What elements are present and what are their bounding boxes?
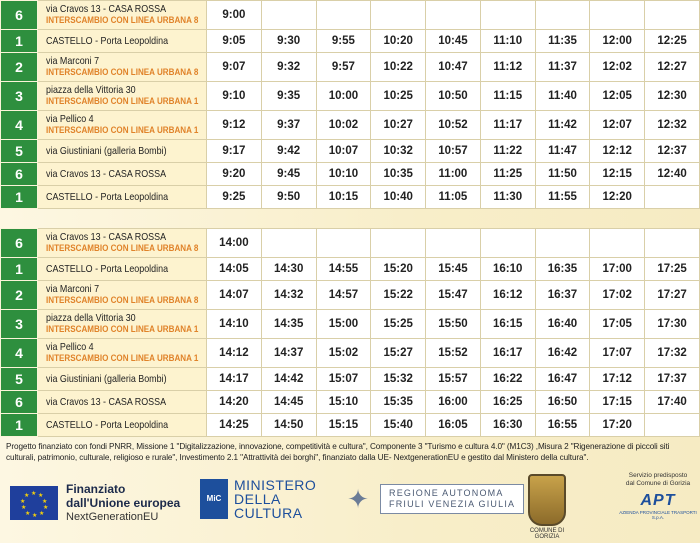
departure-time: 11:37 (535, 53, 590, 82)
timetable-row (1, 391, 700, 414)
afternoon-timetable (0, 228, 700, 437)
apt-subtitle: AZIENDA PROVINCIALE TRASPORTI S.p.A. (619, 510, 697, 520)
interchange-note: INTERSCAMBIO CON LINEA URBANA 8 (46, 243, 199, 254)
stop-number: 1 (1, 258, 38, 281)
departure-time (261, 229, 316, 258)
departure-time: 17:32 (645, 339, 700, 368)
mic-line-3: CULTURA (234, 505, 303, 521)
departure-time: 16:35 (535, 258, 590, 281)
departure-time: 14:35 (261, 310, 316, 339)
departure-time: 11:47 (535, 140, 590, 163)
stop-cell (38, 111, 207, 140)
ministry-logo (200, 478, 316, 520)
departure-time: 12:05 (590, 82, 645, 111)
departure-time: 17:00 (590, 258, 645, 281)
departure-time: 14:50 (261, 414, 316, 437)
fvg-line-2: FRIULI VENEZIA GIULIA (389, 499, 516, 509)
departure-time: 9:57 (316, 53, 371, 82)
departure-time: 14:10 (207, 310, 262, 339)
departure-time (645, 229, 700, 258)
stop-number: 2 (1, 53, 38, 82)
departure-time: 15:27 (371, 339, 426, 368)
departure-time: 12:00 (590, 30, 645, 53)
departure-time: 14:45 (261, 391, 316, 414)
departure-time: 12:32 (645, 111, 700, 140)
departure-time: 17:37 (645, 368, 700, 391)
stop-number: 6 (1, 163, 38, 186)
departure-time: 17:25 (645, 258, 700, 281)
departure-time: 15:45 (426, 258, 481, 281)
stop-cell (38, 30, 207, 53)
departure-time: 12:07 (590, 111, 645, 140)
departure-time: 10:50 (426, 82, 481, 111)
timetable-row (1, 310, 700, 339)
stop-number: 2 (1, 281, 38, 310)
stop-cell (38, 82, 207, 111)
apt-wordmark: APT (640, 492, 676, 509)
stop-cell (38, 53, 207, 82)
departure-time: 17:30 (645, 310, 700, 339)
interchange-note: INTERSCAMBIO CON LINEA URBANA 8 (46, 295, 199, 306)
timetable-row (1, 258, 700, 281)
departure-time: 17:07 (590, 339, 645, 368)
timetable-row (1, 140, 700, 163)
departure-time (590, 1, 645, 30)
departure-time (535, 1, 590, 30)
departure-time: 9:05 (207, 30, 262, 53)
stop-number: 1 (1, 414, 38, 437)
departure-time: 10:10 (316, 163, 371, 186)
departure-time: 11:42 (535, 111, 590, 140)
departure-time: 12:02 (590, 53, 645, 82)
timetable-row (1, 281, 700, 310)
departure-time: 9:20 (207, 163, 262, 186)
departure-time: 12:15 (590, 163, 645, 186)
departure-time: 11:30 (480, 186, 535, 209)
departure-time: 14:12 (207, 339, 262, 368)
departure-time: 15:47 (426, 281, 481, 310)
departure-time: 14:57 (316, 281, 371, 310)
departure-time: 9:00 (207, 1, 262, 30)
stop-name: via Cravos 13 - CASA ROSSA (46, 396, 167, 408)
departure-time: 14:42 (261, 368, 316, 391)
departure-time: 15:20 (371, 258, 426, 281)
departure-time: 17:12 (590, 368, 645, 391)
departure-time: 9:07 (207, 53, 262, 82)
departure-time: 11:17 (480, 111, 535, 140)
departure-time: 17:40 (645, 391, 700, 414)
departure-time: 16:47 (535, 368, 590, 391)
departure-time: 12:30 (645, 82, 700, 111)
departure-time: 15:22 (371, 281, 426, 310)
departure-time: 16:12 (480, 281, 535, 310)
stop-name: via Marconi 7 (46, 283, 100, 295)
departure-time: 10:32 (371, 140, 426, 163)
gorizia-logo (522, 474, 572, 540)
departure-time: 15:00 (316, 310, 371, 339)
interchange-note: INTERSCAMBIO CON LINEA URBANA 8 (46, 15, 199, 26)
departure-time (645, 414, 700, 437)
departure-time: 12:27 (645, 53, 700, 82)
departure-time: 15:15 (316, 414, 371, 437)
stop-number: 1 (1, 30, 38, 53)
eu-logo (10, 482, 180, 524)
stop-number: 5 (1, 368, 38, 391)
stop-number: 1 (1, 186, 38, 209)
departure-time: 14:37 (261, 339, 316, 368)
apt-caption-1: Servizio predisposto (628, 472, 688, 479)
stop-cell (38, 140, 207, 163)
mic-line-1: MINISTERO (234, 477, 317, 493)
departure-time (590, 229, 645, 258)
departure-time: 11:05 (426, 186, 481, 209)
departure-time: 16:17 (480, 339, 535, 368)
departure-time: 17:05 (590, 310, 645, 339)
departure-time: 9:17 (207, 140, 262, 163)
timetable-row (1, 163, 700, 186)
departure-time: 9:30 (261, 30, 316, 53)
fvg-line-1: REGIONE AUTONOMA (389, 488, 504, 498)
departure-time: 10:35 (371, 163, 426, 186)
departure-time: 11:15 (480, 82, 535, 111)
timetable-row (1, 414, 700, 437)
departure-time: 14:25 (207, 414, 262, 437)
departure-time: 9:12 (207, 111, 262, 140)
departure-time: 16:22 (480, 368, 535, 391)
departure-time (371, 229, 426, 258)
departure-time: 15:40 (371, 414, 426, 437)
departure-time: 16:15 (480, 310, 535, 339)
departure-time: 17:27 (645, 281, 700, 310)
stop-cell (38, 163, 207, 186)
departure-time (535, 229, 590, 258)
timetable-row (1, 30, 700, 53)
departure-time: 11:40 (535, 82, 590, 111)
departure-time: 16:30 (480, 414, 535, 437)
departure-time: 12:40 (645, 163, 700, 186)
timetable-row (1, 111, 700, 140)
departure-time: 15:50 (426, 310, 481, 339)
departure-time: 10:02 (316, 111, 371, 140)
stop-cell (38, 339, 207, 368)
apt-logo (618, 472, 698, 520)
departure-time (480, 229, 535, 258)
departure-time: 9:32 (261, 53, 316, 82)
departure-time: 10:27 (371, 111, 426, 140)
departure-time: 14:55 (316, 258, 371, 281)
stop-name: via Cravos 13 - CASA ROSSA (46, 231, 167, 243)
departure-time: 10:22 (371, 53, 426, 82)
departure-time: 16:50 (535, 391, 590, 414)
stop-cell (38, 1, 207, 30)
coat-of-arms-icon (528, 474, 566, 526)
departure-time: 14:32 (261, 281, 316, 310)
departure-time: 10:20 (371, 30, 426, 53)
departure-time: 16:25 (480, 391, 535, 414)
eu-flag-icon: ★ ★ ★ ★ ★ ★ ★ ★ ★ ★ (10, 486, 58, 520)
departure-time: 16:37 (535, 281, 590, 310)
stop-cell (38, 281, 207, 310)
stop-cell (38, 310, 207, 339)
stop-name: via Cravos 13 - CASA ROSSA (46, 3, 167, 15)
interchange-note: INTERSCAMBIO CON LINEA URBANA 1 (46, 125, 199, 136)
departure-time: 9:35 (261, 82, 316, 111)
interchange-note: INTERSCAMBIO CON LINEA URBANA 8 (46, 67, 199, 78)
stop-cell (38, 258, 207, 281)
interchange-note: INTERSCAMBIO CON LINEA URBANA 1 (46, 324, 199, 335)
departure-time: 10:45 (426, 30, 481, 53)
departure-time: 10:07 (316, 140, 371, 163)
departure-time: 11:00 (426, 163, 481, 186)
departure-time: 9:37 (261, 111, 316, 140)
departure-time: 16:40 (535, 310, 590, 339)
departure-time (316, 229, 371, 258)
stop-cell (38, 414, 207, 437)
timetable-row (1, 53, 700, 82)
departure-time: 12:20 (590, 186, 645, 209)
departure-time: 16:55 (535, 414, 590, 437)
departure-time: 9:50 (261, 186, 316, 209)
stop-name: via Giustiniani (galleria Bombi) (46, 145, 167, 157)
departure-time: 9:25 (207, 186, 262, 209)
departure-time (426, 229, 481, 258)
region-logo (340, 482, 524, 516)
eu-line-1: Finanziato (66, 482, 126, 496)
stop-cell (38, 368, 207, 391)
stop-name: via Marconi 7 (46, 55, 100, 67)
departure-time: 11:25 (480, 163, 535, 186)
departure-time: 11:35 (535, 30, 590, 53)
stop-number: 6 (1, 391, 38, 414)
interchange-note: INTERSCAMBIO CON LINEA URBANA 1 (46, 96, 199, 107)
eu-line-2: dall'Unione europea (66, 496, 181, 510)
stop-cell (38, 186, 207, 209)
morning-timetable (0, 0, 700, 209)
stop-name: CASTELLO - Porta Leopoldina (46, 419, 169, 431)
stop-name: CASTELLO - Porta Leopoldina (46, 35, 169, 47)
stop-name: via Pellico 4 (46, 113, 94, 125)
departure-time: 11:55 (535, 186, 590, 209)
departure-time: 11:10 (480, 30, 535, 53)
departure-time: 9:10 (207, 82, 262, 111)
stop-number: 3 (1, 310, 38, 339)
stop-number: 3 (1, 82, 38, 111)
departure-time: 15:10 (316, 391, 371, 414)
departure-time: 12:12 (590, 140, 645, 163)
stop-name: piazza della Vittoria 30 (46, 312, 136, 324)
timetable-row (1, 186, 700, 209)
departure-time (645, 1, 700, 30)
stop-number: 6 (1, 229, 38, 258)
departure-time: 14:17 (207, 368, 262, 391)
mic-line-2: DELLA (234, 491, 281, 507)
departure-time: 10:15 (316, 186, 371, 209)
departure-time: 14:30 (261, 258, 316, 281)
departure-time: 15:35 (371, 391, 426, 414)
departure-time (371, 1, 426, 30)
departure-time: 16:05 (426, 414, 481, 437)
departure-time: 14:20 (207, 391, 262, 414)
departure-time: 15:57 (426, 368, 481, 391)
departure-time (480, 1, 535, 30)
departure-time: 17:20 (590, 414, 645, 437)
eu-line-3: NextGenerationEU (66, 511, 159, 523)
stop-number: 4 (1, 339, 38, 368)
stop-cell (38, 391, 207, 414)
departure-time: 10:47 (426, 53, 481, 82)
departure-time: 15:52 (426, 339, 481, 368)
funding-footnote: Progetto finanziato con fondi PNRR, Missione 1 "Digitalizzazione, innovazione, competitività e cultura", Componente 3 "Turismo e cultura 4.0" (M1C3) ,Misura 2 "Rigenerazione di piccoli siti culturali, patrimonio, culturale, religioso e rurale", Investimento 2.1 "Attrattività dei borghi", finanziato dalla UE- NextgenerationEU e gestito dal Ministero della cultura". (6, 442, 670, 462)
timetable-row (1, 1, 700, 30)
departure-time: 15:25 (371, 310, 426, 339)
departure-time: 14:05 (207, 258, 262, 281)
stop-name: via Pellico 4 (46, 341, 94, 353)
stop-number: 5 (1, 140, 38, 163)
timetable-row (1, 368, 700, 391)
departure-time: 15:32 (371, 368, 426, 391)
stop-number: 4 (1, 111, 38, 140)
stop-number: 6 (1, 1, 38, 30)
mic-badge-icon: MiC (200, 479, 228, 519)
departure-time: 17:15 (590, 391, 645, 414)
departure-time: 17:02 (590, 281, 645, 310)
gorizia-caption: COMUNE DI GORIZIA (529, 528, 565, 540)
departure-time: 11:50 (535, 163, 590, 186)
departure-time: 9:42 (261, 140, 316, 163)
departure-time: 16:42 (535, 339, 590, 368)
apt-caption-2: dal Comune di Gorizia (625, 480, 691, 487)
departure-time: 11:22 (480, 140, 535, 163)
departure-time (645, 186, 700, 209)
logo-strip (0, 470, 700, 543)
departure-time: 11:12 (480, 53, 535, 82)
departure-time: 10:40 (371, 186, 426, 209)
departure-time: 12:37 (645, 140, 700, 163)
departure-time: 10:57 (426, 140, 481, 163)
departure-time: 9:55 (316, 30, 371, 53)
timetable-row (1, 339, 700, 368)
interchange-note: INTERSCAMBIO CON LINEA URBANA 1 (46, 353, 199, 364)
departure-time (261, 1, 316, 30)
departure-time: 12:25 (645, 30, 700, 53)
departure-time (316, 1, 371, 30)
departure-time (426, 1, 481, 30)
stop-name: CASTELLO - Porta Leopoldina (46, 191, 169, 203)
departure-time: 15:02 (316, 339, 371, 368)
departure-time: 10:25 (371, 82, 426, 111)
departure-time: 16:00 (426, 391, 481, 414)
stop-cell (38, 229, 207, 258)
stop-name: via Giustiniani (galleria Bombi) (46, 373, 167, 385)
departure-time: 9:45 (261, 163, 316, 186)
departure-time: 15:07 (316, 368, 371, 391)
timetable-row (1, 82, 700, 111)
departure-time: 16:10 (480, 258, 535, 281)
stop-name: CASTELLO - Porta Leopoldina (46, 263, 169, 275)
eagle-icon: ✦ (347, 484, 369, 514)
stop-name: via Cravos 13 - CASA ROSSA (46, 168, 167, 180)
departure-time: 14:00 (207, 229, 262, 258)
timetable-row (1, 229, 700, 258)
departure-time: 14:07 (207, 281, 262, 310)
departure-time: 10:00 (316, 82, 371, 111)
departure-time: 10:52 (426, 111, 481, 140)
stop-name: piazza della Vittoria 30 (46, 84, 136, 96)
